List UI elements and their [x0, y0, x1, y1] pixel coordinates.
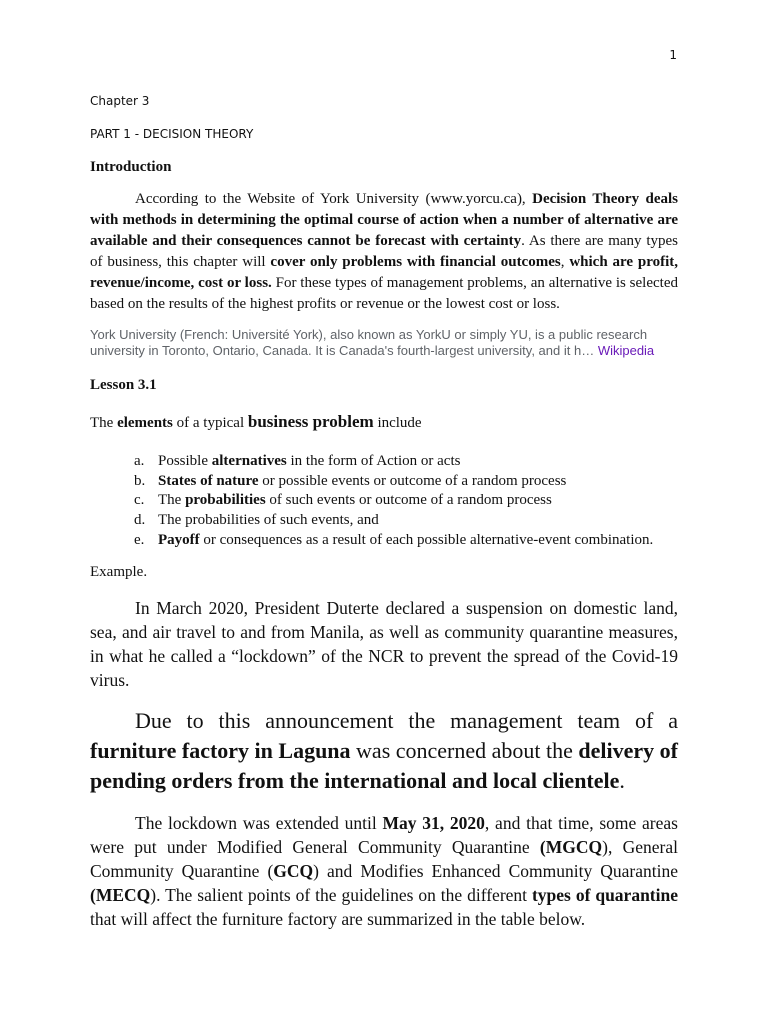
quarantine-paragraph [90, 811, 678, 931]
furniture-factory-paragraph [90, 706, 678, 796]
wikipedia-snippet [90, 327, 690, 359]
intro-text-4: For these types of management problems, an alternative is selected based on the results of the highest profits or revenue or the lowest cost or loss. [90, 275, 678, 312]
elements-list [134, 451, 653, 550]
list-item-bold: Payoff [158, 532, 200, 548]
elements-sentence-mid: of a typical [172, 415, 248, 431]
mgcq-term: (MGCQ [539, 837, 603, 857]
list-marker: e. [134, 532, 145, 548]
chapter-label: Chapter 3 [90, 94, 150, 108]
intro-bold-1: Decision Theory deals with methods in determining the optimal course of action when a number of alternative are available and their consequences cannot be forecast with certainty [90, 191, 678, 249]
intro-bold-3: which are profit, revenue/income, cost or loss. [90, 254, 679, 291]
wikipedia-link[interactable]: Wikipedia [597, 343, 655, 358]
quarantine-text: , and that time, some areas were put under Modified General Community Quarantine [90, 813, 678, 857]
page-number: 1 [669, 48, 677, 62]
quarantine-text: ) and Modifies Enhanced Community Quarantine [313, 861, 678, 881]
list-item-bold: probabilities [185, 492, 266, 508]
list-item-text: The [158, 492, 186, 508]
furniture-bold-1: furniture factory in Laguna [90, 738, 351, 763]
intro-text-3: , [560, 254, 570, 270]
quarantine-text: that will affect the furniture factory are summarized in the table below. [90, 909, 586, 929]
quarantine-text: The lockdown was extended until [135, 813, 383, 833]
list-item-text: in the form of Action or acts [286, 453, 461, 469]
intro-text-1: According to the Website of York University (www.yorcu.ca), [135, 191, 533, 207]
types-of-quarantine-term: types of quarantine [531, 885, 678, 905]
list-item-bold: alternatives [211, 453, 287, 469]
quarantine-date: May 31, 2020 [382, 813, 485, 833]
list-item-bold: States of nature [158, 473, 259, 489]
introduction-paragraph [90, 189, 678, 315]
list-item-text: or possible events or outcome of a random process [258, 473, 567, 489]
furniture-bold-2: delivery of pending orders from the international and local clientele [90, 738, 678, 793]
example-label: Example. [90, 564, 148, 580]
list-item [134, 471, 653, 490]
business-problem-term: business problem [247, 412, 374, 431]
furniture-text-1: Due to this announcement the management team of a [135, 708, 678, 733]
mecq-term: (MECQ [90, 885, 151, 905]
list-item-text: of such events or outcome of a random process [265, 492, 552, 508]
list-marker: a. [134, 453, 145, 469]
list-marker: b. [134, 473, 146, 489]
furniture-text-3: . [619, 768, 625, 793]
list-marker: c. [134, 492, 145, 508]
lockdown-paragraph: In March 2020, President Duterte declared a suspension on domestic land, sea, and air travel to and from Manila, as well as community quarantine measures, in what he called a “lockdown” of the NCR to prevent the spread of the Covid-19 virus. [90, 598, 678, 690]
wikipedia-snippet-text: York University (French: Université York), also known as YorkU or simply YU, is a public research university in Toronto, Ontario, Canada. It is Canada's fourth-largest university, and it h… [90, 327, 648, 358]
furniture-text-2: was concerned about the [350, 738, 579, 763]
elements-word: elements [117, 415, 173, 431]
list-item [134, 451, 653, 471]
list-item [134, 510, 653, 530]
list-item [134, 530, 653, 550]
intro-bold-2: cover only problems with financial outcomes [270, 254, 561, 270]
quarantine-text: ), General Community Quarantine ( [90, 837, 678, 881]
gcq-term: GCQ [273, 861, 314, 881]
list-item-text: Possible [158, 453, 212, 469]
list-item [134, 490, 653, 510]
part-title: PART 1 - DECISION THEORY [90, 127, 254, 141]
elements-sentence [90, 412, 422, 432]
list-marker: d. [134, 512, 146, 528]
elements-sentence-post: include [373, 415, 422, 431]
introduction-heading: Introduction [90, 159, 172, 175]
elements-sentence-pre: The [90, 415, 118, 431]
list-item-text: The probabilities of such events, and [158, 512, 379, 528]
list-item-text: or consequences as a result of each possible alternative-event combination. [199, 532, 654, 548]
lesson-heading: Lesson 3.1 [90, 377, 157, 393]
quarantine-text: ). The salient points of the guidelines on the different [150, 885, 532, 905]
intro-text-2: . As there are many types of business, this chapter will [90, 233, 678, 270]
